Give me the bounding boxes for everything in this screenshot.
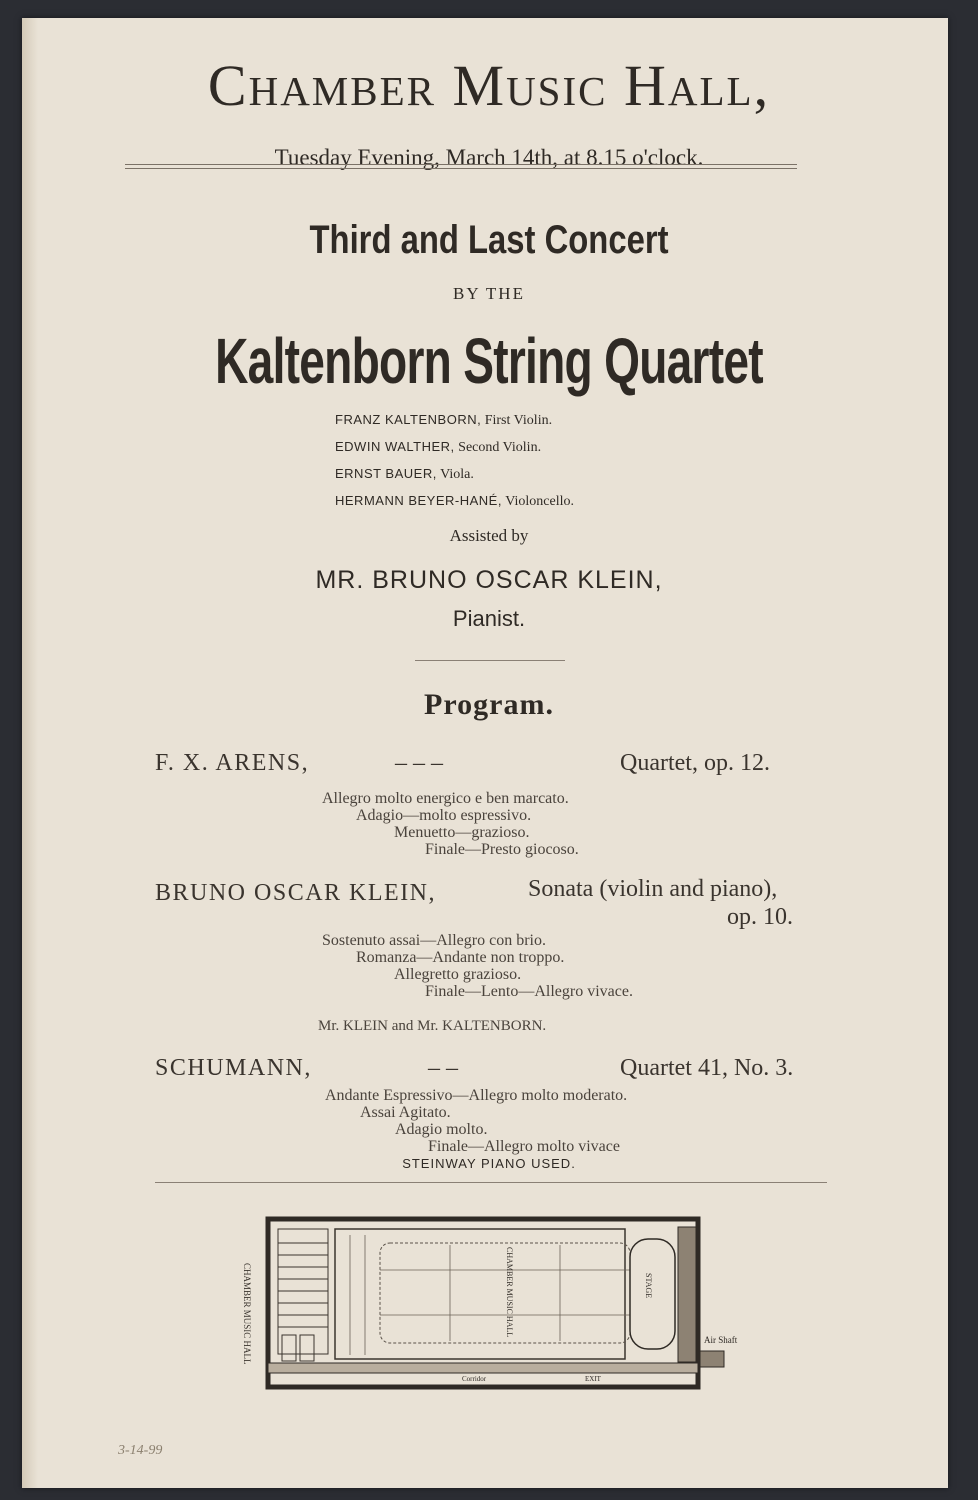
divider	[415, 660, 565, 661]
member-role: First Violin.	[484, 413, 553, 428]
exit-label: EXIT	[585, 1375, 601, 1383]
member-role: Viola.	[440, 467, 474, 482]
by-the-label: BY THE	[453, 284, 525, 303]
movement: Allegretto grazioso.	[394, 966, 522, 983]
member-role: Violoncello.	[505, 494, 574, 509]
member-name: EDWIN WALTHER,	[335, 439, 455, 454]
handwritten-date: 3-14-99	[118, 1443, 163, 1458]
soloist-role: Pianist.	[452, 606, 526, 631]
work-title: Quartet, op. 12.	[620, 750, 770, 776]
movement: Menuetto—grazioso.	[394, 824, 530, 841]
movement: Andante Espressivo—Allegro molto moderato.	[325, 1087, 628, 1104]
concert-date: Tuesday Evening, March 14th, at 8.15 o'clock.	[274, 145, 704, 170]
floor-plan	[230, 1215, 750, 1410]
movement: Adagio—molto espressivo.	[356, 807, 532, 824]
soloist-name: MR. BRUNO OSCAR KLEIN,	[315, 566, 663, 594]
movement: Adagio molto.	[395, 1121, 488, 1138]
movement: Finale—Presto giocoso.	[425, 841, 579, 858]
member-row	[335, 466, 574, 493]
member-row	[335, 493, 574, 520]
member-name: FRANZ KALTENBORN,	[335, 412, 482, 427]
movement: Allegro molto energico e ben marcato.	[322, 790, 569, 807]
member-row	[335, 412, 574, 439]
ensemble-name: Kaltenborn String Quartet	[215, 325, 763, 397]
member-row	[335, 439, 574, 466]
page-edge	[22, 18, 38, 1488]
air-shaft-label: Air Shaft	[704, 1335, 738, 1345]
hall-name: Chamber Music Hall,	[207, 53, 771, 118]
center-label: CHAMBER MUSIC HALL	[505, 1247, 514, 1338]
performers-note: Mr. KLEIN and Mr. KALTENBORN.	[318, 1018, 547, 1034]
work-title: Sonata (violin and piano),	[528, 876, 778, 902]
member-name: HERMANN BEYER-HANÉ,	[335, 493, 502, 508]
movement: Sostenuto assai—Allegro con brio.	[322, 932, 546, 949]
double-rule	[125, 164, 797, 169]
member-list	[335, 412, 574, 520]
movement: Finale—Lento—Allegro vivace.	[425, 983, 633, 1000]
assisted-by: Assisted by	[449, 526, 529, 545]
side-label: CHAMBER MUSIC HALL	[242, 1263, 252, 1365]
work-opus: op. 10.	[727, 904, 793, 930]
movement: Finale—Allegro molto vivace	[428, 1138, 620, 1155]
member-role: Second Violin.	[458, 440, 542, 455]
member-name: ERNST BAUER,	[335, 466, 437, 481]
dashes: – –	[428, 1055, 458, 1081]
concert-title: Third and Last Concert	[309, 218, 669, 262]
movement: Romanza—Andante non troppo.	[356, 949, 565, 966]
dashes: – – –	[395, 750, 443, 776]
movement: Assai Agitato.	[360, 1104, 451, 1121]
composer-schumann: SCHUMANN,	[155, 1055, 312, 1081]
composer-arens: F. X. ARENS,	[155, 750, 310, 776]
stage-label: STAGE	[644, 1273, 653, 1299]
divider	[155, 1182, 827, 1183]
piano-note: STEINWAY PIANO USED.	[402, 1156, 576, 1171]
work-title: Quartet 41, No. 3.	[620, 1055, 794, 1081]
corridor-label: Corridor	[462, 1375, 487, 1383]
composer-klein: BRUNO OSCAR KLEIN,	[155, 880, 437, 906]
program-title: Program.	[424, 688, 554, 721]
